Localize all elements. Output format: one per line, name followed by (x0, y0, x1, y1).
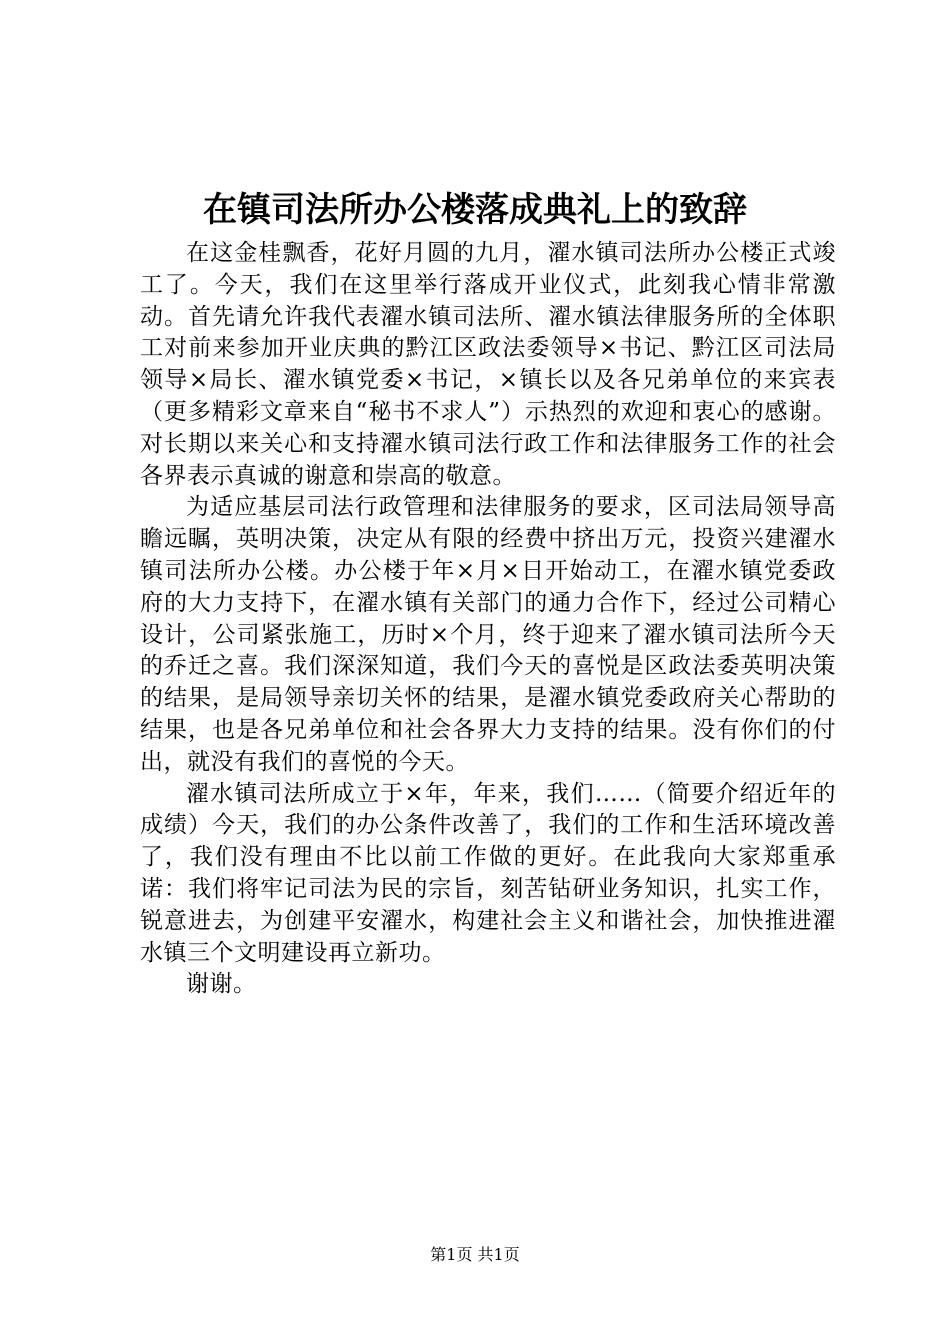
paragraph-thanks: 谢谢。 (186, 971, 257, 998)
paragraph-commitment: 濯水镇司法所成立于×年，年来，我们……（简要介绍近年的成绩）今天，我们的办公条件改善了，我们的工作和生活环境改善了，我们没有理由不比以前工作做的更好。在此我向大家郑重承诺：我们将牢记司法为民的宗旨，刻苦钻研业务知识，扎实工作，锐意进去，为创建平安濯水，构建社会主义和谐社会，加快推进濯水镇三个文明建设再立新功。 (140, 780, 836, 966)
paragraph-construction: 为适应基层司法行政管理和法律服务的要求，区司法局领导高瞻远瞩，英明决策，决定从有限的经费中挤出万元，投资兴建濯水镇司法所办公楼。办公楼于年×月×日开始动工，在濯水镇党委政府的大力支持下，在濯水镇有关部门的通力合作下，经过公司精心设计，公司紧张施工，历时×个月，终于迎来了濯水镇司法所今天的乔迁之喜。我们深深知道，我们今天的喜悦是区政法委英明决策的结果，是局领导亲切关怀的结果，是濯水镇党委政府关心帮助的结果，也是各兄弟单位和社会各界大力支持的结果。没有你们的付出，就没有我们的喜悦的今天。 (140, 494, 836, 775)
paragraph-opening: 在这金桂飘香，花好月圆的九月，濯水镇司法所办公楼正式竣工了。今天，我们在这里举行落成开业仪式，此刻我心情非常激动。首先请允许我代表濯水镇司法所、濯水镇法律服务所的全体职工对前来参加开业庆典的黔江区政法委领导×书记、黔江区司法局领导×局长、濯水镇党委×书记，×镇长以及各兄弟单位的来宾表（更多精彩文章来自“秘书不求人”）示热烈的欢迎和衷心的感谢。对长期以来关心和支持濯水镇司法行政工作和法律服务工作的社会各界表示真诚的谢意和崇高的敬意。 (140, 240, 836, 489)
document-title: 在镇司法所办公楼落成典礼上的致辞 (203, 190, 747, 230)
document-body (140, 238, 836, 1001)
page-number-footer: 第1页 共1页 (430, 1245, 520, 1264)
